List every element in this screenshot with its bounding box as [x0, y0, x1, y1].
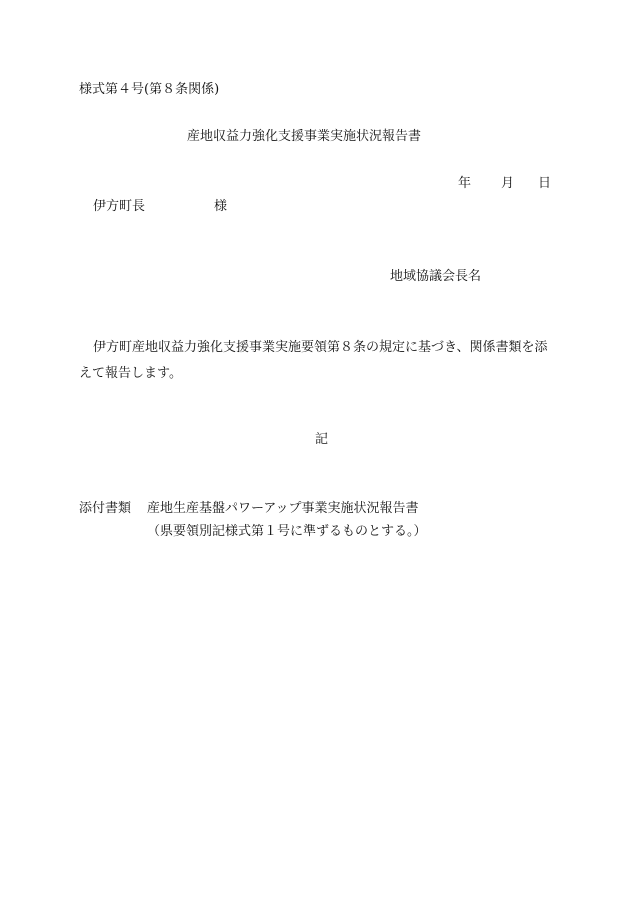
addressee-honorific: 様	[214, 199, 228, 214]
form-number: 様式第４号(第８条関係)	[79, 82, 220, 97]
addressee-name: 伊方町長	[93, 199, 146, 214]
attachment-label: 添付書類	[79, 501, 132, 516]
date-month-label: 月	[501, 176, 515, 191]
sender-name: 地域協議会長名	[390, 269, 482, 284]
date-year-label: 年	[458, 176, 472, 191]
document-title: 産地収益力強化支援事業実施状況報告書	[187, 129, 422, 144]
date-day-label: 日	[538, 176, 552, 191]
body-text-line-1: 伊方町産地収益力強化支援事業実施要領第８条の規定に基づき、関係書類を添	[93, 340, 548, 355]
body-text-line-2: えて報告します。	[79, 366, 182, 381]
attachment-note: （県要領別記様式第１号に準ずるものとする。）	[147, 524, 427, 539]
ki-heading: 記	[315, 432, 329, 447]
attachment-item: 産地生産基盤パワーアップ事業実施状況報告書	[147, 501, 419, 516]
